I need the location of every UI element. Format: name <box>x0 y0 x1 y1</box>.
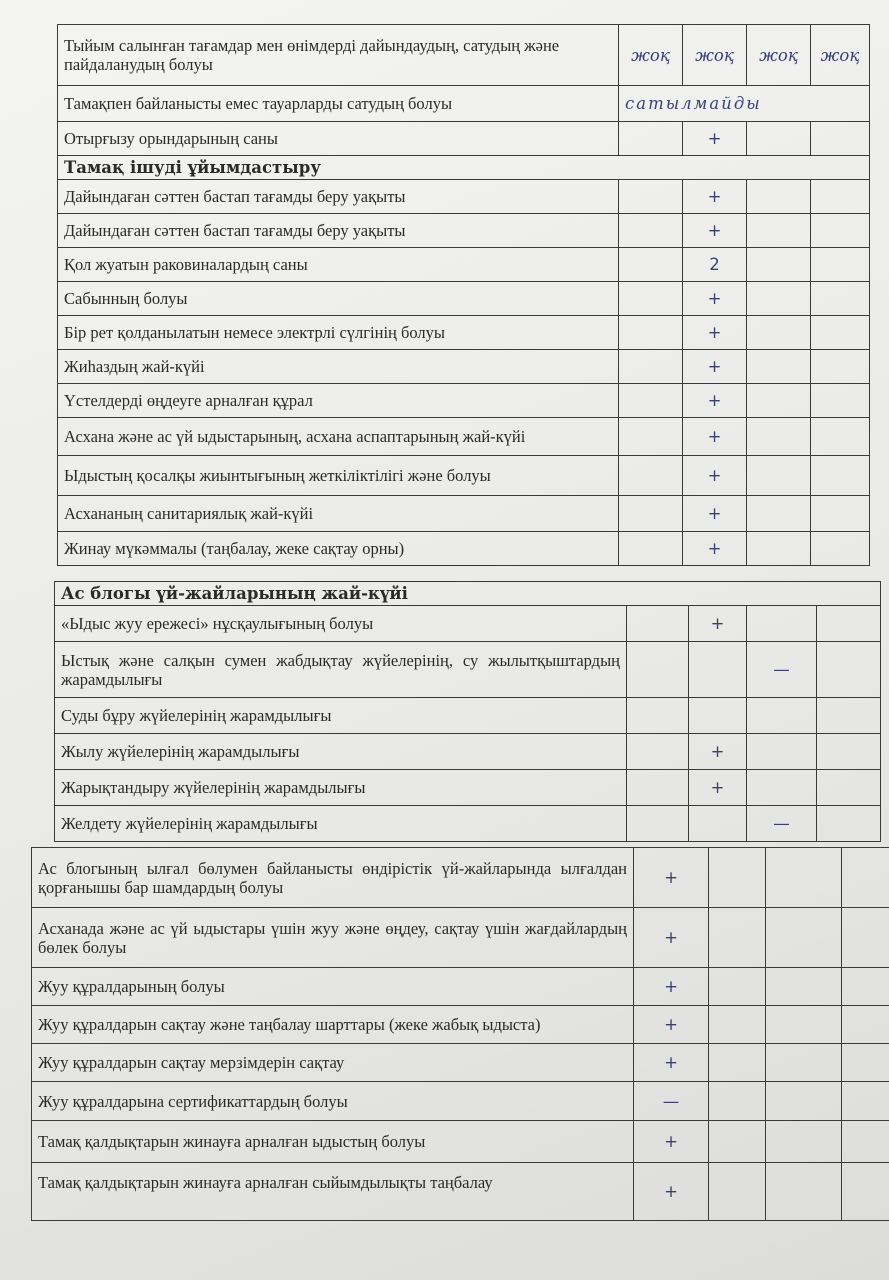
mark-cell: + <box>683 384 747 418</box>
table-row <box>58 248 870 282</box>
mark-cell <box>747 770 817 806</box>
mark-cell <box>747 698 817 734</box>
row-label: Жуу құралдарын сақтау және таңбалау шарттары (жеке жабық ыдыста) <box>32 1006 634 1044</box>
mark-cell: — <box>747 806 817 842</box>
table-row <box>32 1082 889 1121</box>
mark-cell: + <box>683 532 747 566</box>
row-label: Жарықтандыру жүйелерінің жарамдылығы <box>55 770 627 806</box>
table-row <box>58 384 870 418</box>
handwritten-mark: жоқ <box>747 25 811 86</box>
row-label: Жинау мүкәммалы (таңбалау, жеке сақтау орны) <box>58 532 619 566</box>
mark-cell <box>689 698 747 734</box>
mark-cell: — <box>747 642 817 698</box>
mark-cell <box>747 606 817 642</box>
mark-cell: + <box>634 1006 709 1044</box>
mark-cell: + <box>634 1163 709 1221</box>
section-header-row <box>58 156 870 180</box>
row-label: Жиһаздың жай-күйі <box>58 350 619 384</box>
mark-cell: + <box>683 316 747 350</box>
mark-cell <box>811 122 870 156</box>
row-label: Отырғызу орындарының саны <box>58 122 619 156</box>
section-title: Ас блогы үй-жайларының жай-күйі <box>55 582 881 606</box>
mark-cell <box>747 734 817 770</box>
table-row <box>55 642 881 698</box>
row-label: Асхананың санитариялық жай-күйі <box>58 496 619 532</box>
inspection-table-food-service <box>57 24 870 566</box>
mark-cell: + <box>634 908 709 968</box>
inspection-table-kitchen-premises <box>54 581 881 842</box>
table-row <box>58 25 870 86</box>
mark-cell: + <box>634 968 709 1006</box>
mark-cell <box>619 122 683 156</box>
mark-cell: + <box>683 214 747 248</box>
table-row <box>32 1163 889 1221</box>
table-row <box>58 86 870 122</box>
table-row <box>55 806 881 842</box>
table-row <box>58 456 870 496</box>
table-row <box>32 908 889 968</box>
handwritten-mark: жоқ <box>811 25 870 86</box>
row-label: Тамақ қалдықтарын жинауға арналған сыйымдылықты таңбалау <box>32 1163 634 1221</box>
mark-cell: + <box>634 848 709 908</box>
mark-cell <box>747 122 811 156</box>
row-label: Тыйым салынған тағамдар мен өнімдерді дайындаудың, сатудың және пайдаланудың болуы <box>58 25 619 86</box>
row-label: Желдету жүйелерінің жарамдылығы <box>55 806 627 842</box>
row-label: Ас блогының ылғал бөлумен байланысты өндірістік үй-жайларында ылғалдан қорғанышы бар шамдардың болуы <box>32 848 634 908</box>
handwritten-mark: жоқ <box>683 25 747 86</box>
mark-cell: + <box>683 418 747 456</box>
table-row <box>55 770 881 806</box>
mark-cell: + <box>683 456 747 496</box>
row-label: Ыстық және салқын сумен жабдықтау жүйелерінің, су жылытқыштардың жарамдылығы <box>55 642 627 698</box>
table-row <box>32 848 889 908</box>
mark-cell <box>689 642 747 698</box>
row-label: Жуу құралдарын сақтау мерзімдерін сақтау <box>32 1044 634 1082</box>
mark-cell <box>689 806 747 842</box>
table-row <box>58 418 870 456</box>
row-label: Бір рет қолданылатын немесе электрлі сүлгінің болуы <box>58 316 619 350</box>
table-row <box>55 734 881 770</box>
row-label: Тамақпен байланысты емес тауарларды сатудың болуы <box>58 86 619 122</box>
row-label: «Ыдыс жуу ережесі» нұсқаулығының болуы <box>55 606 627 642</box>
section-title: Тамақ ішуді ұйымдастыру <box>58 156 870 180</box>
table-row <box>58 214 870 248</box>
row-label: Дайындаған сәттен бастап тағамды беру уақыты <box>58 214 619 248</box>
mark-cell: + <box>683 496 747 532</box>
mark-cell: + <box>634 1044 709 1082</box>
row-label: Дайындаған сәттен бастап тағамды беру уақыты <box>58 180 619 214</box>
inspection-table-detergents-waste <box>31 847 889 1221</box>
row-label: Қол жуатын раковиналардың саны <box>58 248 619 282</box>
handwritten-note: сатылмайды <box>619 86 870 122</box>
row-label: Асхана және ас үй ыдыстарының, асхана аспаптарының жай-күйі <box>58 418 619 456</box>
handwritten-mark: жоқ <box>619 25 683 86</box>
mark-cell: + <box>634 1121 709 1163</box>
mark-cell: + <box>689 770 747 806</box>
table-row <box>32 968 889 1006</box>
row-label: Суды бұру жүйелерінің жарамдылығы <box>55 698 627 734</box>
mark-cell: + <box>683 180 747 214</box>
row-label: Жуу құралдарына сертификаттардың болуы <box>32 1082 634 1121</box>
table-row <box>58 350 870 384</box>
section-header-row <box>55 582 881 606</box>
mark-cell: 2 <box>683 248 747 282</box>
table-row <box>58 496 870 532</box>
row-label: Сабынның болуы <box>58 282 619 316</box>
table-row <box>58 180 870 214</box>
table-row <box>58 282 870 316</box>
table-row <box>32 1121 889 1163</box>
table-row <box>58 532 870 566</box>
mark-cell: + <box>689 734 747 770</box>
table-row <box>58 122 870 156</box>
table-row <box>55 606 881 642</box>
table-row <box>32 1044 889 1082</box>
row-label: Үстелдерді өңдеуге арналған құрал <box>58 384 619 418</box>
mark-cell: + <box>683 282 747 316</box>
mark-cell: + <box>683 122 747 156</box>
row-label: Асханада және ас үй ыдыстары үшін жуу және өңдеу, сақтау үшін жағдайлардың бөлек болуы <box>32 908 634 968</box>
row-label: Жуу құралдарының болуы <box>32 968 634 1006</box>
row-label: Тамақ қалдықтарын жинауға арналған ыдыстың болуы <box>32 1121 634 1163</box>
mark-cell: — <box>634 1082 709 1121</box>
mark-cell: + <box>683 350 747 384</box>
table-row <box>32 1006 889 1044</box>
row-label: Жылу жүйелерінің жарамдылығы <box>55 734 627 770</box>
table-row <box>58 316 870 350</box>
mark-cell: + <box>689 606 747 642</box>
row-label: Ыдыстың қосалқы жиынтығының жеткіліктілігі және болуы <box>58 456 619 496</box>
table-row <box>55 698 881 734</box>
